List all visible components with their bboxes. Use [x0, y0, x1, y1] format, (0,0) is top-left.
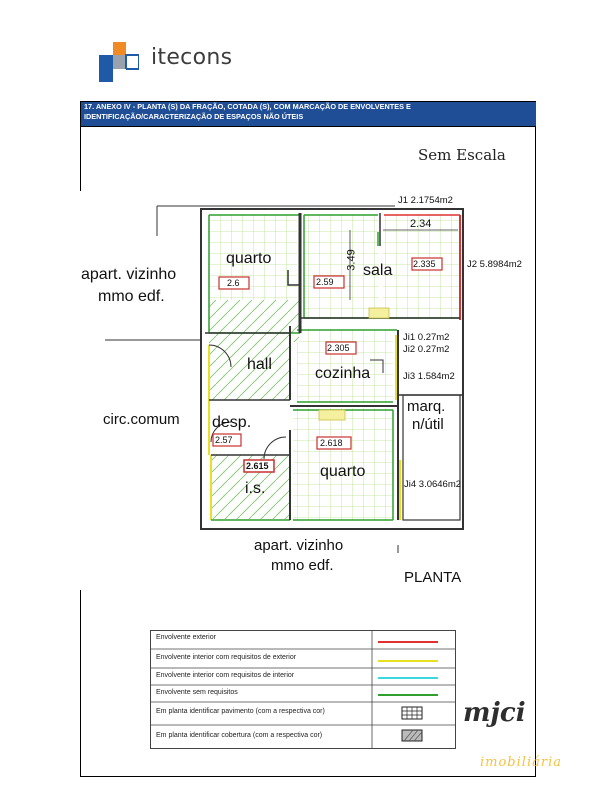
watermark-subtitle: imobiliária: [480, 755, 562, 770]
room-desp: desp.: [212, 414, 252, 431]
neighbor-left-line-2: mmo edf.: [98, 288, 165, 305]
legend-row-interior-interior-req: Envolvente interior com requisitos de interior: [156, 672, 295, 679]
envelope-label-ji3: Ji3 1.584m2: [403, 371, 455, 382]
legend-row-no-req: Envolvente sem requisitos: [156, 689, 238, 696]
room-hall: hall: [247, 356, 272, 373]
room-value-2-335: 2.335: [413, 259, 436, 269]
section-title-line-2: IDENTIFICAÇÃO/CARACTERIZAÇÃO DE ESPAÇOS NÃO ÚTEIS: [84, 112, 304, 121]
dimension-349: 3.49: [345, 249, 358, 271]
envelope-label-j1: J1 2.1754m2: [398, 195, 453, 206]
legend-row-roof: Em planta identificar cobertura (com a respectiva cor): [156, 732, 323, 739]
neighbor-bottom-line-2: mmo edf.: [271, 557, 334, 574]
watermark-brand: mjci: [463, 698, 526, 728]
room-value-2-305: 2.305: [327, 343, 350, 353]
room-cozinha: cozinha: [315, 365, 371, 382]
pavement-grid-icon: [402, 707, 422, 719]
plan-label: PLANTA: [404, 569, 462, 586]
room-is: i.s.: [245, 480, 266, 497]
dimension-234: 2.34: [410, 218, 432, 230]
scale-note: Sem Escala: [418, 146, 506, 164]
legend-row-exterior: Envolvente exterior: [156, 634, 216, 641]
room-quarto-top: quarto: [226, 250, 272, 267]
common-corridor-label: circ.comum: [103, 411, 180, 428]
room-value-2-6: 2.6: [227, 278, 240, 288]
neighbor-left-line-1: apart. vizinho: [81, 266, 177, 283]
envelope-label-ji4: Ji4 3.0646m2: [404, 479, 462, 490]
room-value-2-59: 2.59: [316, 277, 334, 287]
envelope-label-j2: J2 5.8984m2: [467, 259, 522, 270]
legend-row-pavement: Em planta identificar pavimento (com a respectiva cor): [156, 708, 325, 715]
envelope-label-ji1: Ji1 0.27m2: [403, 332, 450, 343]
room-marquise-line-1: marq.: [407, 398, 446, 415]
legend-row-interior-exterior-req: Envolvente interior com requisitos de exterior: [156, 654, 297, 661]
room-quarto-bottom: quarto: [320, 463, 366, 480]
envelope-label-ji2: Ji2 0.27m2: [403, 344, 450, 355]
section-title-line-1: 17. ANEXO IV - PLANTA (S) DA FRAÇÃO, COTADA (S), COM MARCAÇÃO DE ENVOLVENTES E: [84, 102, 411, 111]
roof-hatch-icon: [402, 730, 422, 741]
neighbor-bottom-line-1: apart. vizinho: [254, 537, 344, 554]
logo-text: itecons: [151, 45, 233, 70]
room-marquise-line-2: n/útil: [412, 416, 444, 433]
room-value-2-57: 2.57: [215, 435, 233, 445]
room-sala: sala: [363, 262, 393, 279]
room-value-2-618: 2.618: [320, 438, 343, 448]
room-value-2-615: 2.615: [246, 461, 269, 471]
